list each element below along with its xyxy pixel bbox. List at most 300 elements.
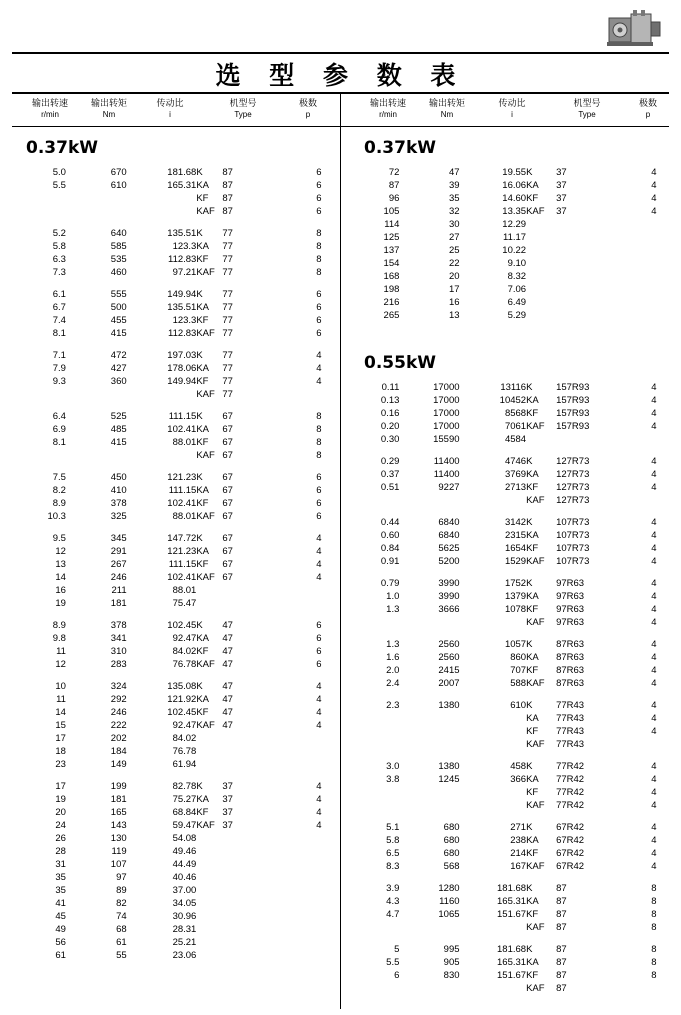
cell-output-torque: 68 bbox=[116, 924, 127, 935]
cell-output-torque: 211 bbox=[111, 585, 127, 596]
cell-ratio: 112.83 bbox=[167, 328, 197, 339]
cell-output-torque: 13 bbox=[448, 310, 460, 321]
cell-poles: 8 bbox=[651, 909, 657, 920]
cell-model-type: KAF 107R73 bbox=[526, 556, 590, 567]
cell-model-type: KAF 37 bbox=[526, 206, 567, 217]
cell-poles bbox=[638, 309, 670, 322]
cell-output-torque: 415 bbox=[110, 328, 127, 339]
table-row bbox=[12, 871, 338, 884]
cell-output-torque: 27 bbox=[448, 232, 460, 243]
cell-output-speed: 96 bbox=[388, 193, 400, 204]
group-spacer bbox=[350, 690, 670, 699]
right-table-column bbox=[350, 132, 670, 1004]
cell-output-torque: 610 bbox=[110, 180, 127, 191]
cell-output-torque: 1280 bbox=[438, 883, 460, 894]
cell-output-speed bbox=[350, 921, 399, 934]
cell-output-speed: 7.3 bbox=[52, 267, 66, 278]
table-row bbox=[12, 632, 338, 645]
cell-ratio: 4746 bbox=[504, 456, 527, 467]
cell-output-speed bbox=[350, 738, 399, 751]
cell-output-torque: 5625 bbox=[438, 543, 460, 554]
cell-model-type: KAF 87 bbox=[196, 206, 233, 217]
cell-ratio: 238 bbox=[510, 835, 527, 846]
table-row bbox=[350, 956, 670, 969]
cell-poles: 4 bbox=[651, 835, 657, 846]
cell-ratio: 165.31 bbox=[497, 896, 527, 907]
cell-output-torque: 283 bbox=[110, 659, 127, 670]
cell-output-torque: 680 bbox=[443, 848, 460, 859]
cell-output-speed: 125 bbox=[383, 232, 400, 243]
cell-output-torque: 17000 bbox=[433, 382, 460, 393]
cell-model-type: K 127R73 bbox=[526, 456, 590, 467]
table-row bbox=[12, 388, 338, 401]
cell-output-torque: 184 bbox=[110, 746, 127, 757]
cell-output-speed: 1.3 bbox=[386, 604, 400, 615]
cell-output-torque: 2560 bbox=[438, 639, 460, 650]
cell-ratio: 588 bbox=[510, 678, 527, 689]
table-row bbox=[12, 719, 338, 732]
cell-output-speed: 5.0 bbox=[52, 167, 66, 178]
cell-model-type: KF 67 bbox=[196, 498, 233, 509]
cell-ratio: 111.15 bbox=[168, 559, 197, 570]
spec-table-group bbox=[12, 166, 338, 218]
cell-poles: 4 bbox=[316, 546, 322, 557]
table-row bbox=[12, 658, 338, 671]
table-row bbox=[12, 288, 338, 301]
table-row bbox=[350, 760, 670, 773]
cell-ratio: 165.31 bbox=[497, 957, 527, 968]
cell-output-speed bbox=[350, 494, 399, 507]
cell-model-type: KA 37 bbox=[526, 180, 567, 191]
cell-model-type: KAF 47 bbox=[196, 659, 233, 670]
cell-output-torque: 1160 bbox=[439, 896, 460, 907]
cell-poles: 6 bbox=[316, 646, 322, 657]
cell-model-type: K 67 bbox=[196, 472, 233, 483]
cell-model-type bbox=[526, 309, 638, 322]
cell-output-speed: 0.84 bbox=[380, 543, 400, 554]
cell-ratio bbox=[127, 192, 197, 205]
cell-poles: 4 bbox=[651, 713, 657, 724]
cell-model-type: K 77R42 bbox=[526, 761, 585, 772]
cell-model-type: KAF 87 bbox=[526, 983, 567, 994]
cell-output-speed: 12 bbox=[55, 546, 66, 557]
group-spacer bbox=[350, 812, 670, 821]
cell-model-type bbox=[196, 732, 299, 745]
cell-poles: 4 bbox=[316, 681, 322, 692]
cell-poles: 4 bbox=[316, 707, 322, 718]
cell-poles: 4 bbox=[651, 726, 657, 737]
cell-ratio: 1654 bbox=[504, 543, 527, 554]
cell-ratio: 112.83 bbox=[167, 254, 197, 265]
cell-ratio: 121.23 bbox=[167, 472, 197, 483]
cell-output-torque: 11400 bbox=[433, 469, 460, 480]
cell-output-speed: 11 bbox=[56, 646, 66, 657]
cell-ratio: 37.00 bbox=[172, 885, 197, 896]
cell-output-torque: 427 bbox=[110, 363, 127, 374]
cell-ratio: 7061 bbox=[504, 421, 527, 432]
cell-output-torque: 680 bbox=[443, 822, 460, 833]
cell-output-speed: 6 bbox=[394, 970, 400, 981]
table-row bbox=[12, 362, 338, 375]
header-right-ratio: 传动比 i bbox=[498, 98, 526, 119]
table-row bbox=[12, 545, 338, 558]
cell-model-type: K 87 bbox=[526, 883, 567, 894]
table-row bbox=[350, 834, 670, 847]
cell-output-torque: 3666 bbox=[438, 604, 460, 615]
cell-output-torque: 22 bbox=[448, 258, 460, 269]
cell-model-type: K 47 bbox=[196, 620, 233, 631]
cell-model-type: K 87R63 bbox=[526, 639, 585, 650]
cell-poles: 4 bbox=[651, 848, 657, 859]
cell-ratio: 19.55 bbox=[502, 167, 527, 178]
cell-ratio: 82.78 bbox=[172, 781, 197, 792]
cell-output-speed bbox=[12, 192, 66, 205]
table-row bbox=[12, 732, 338, 745]
cell-model-type: KAF 87R63 bbox=[526, 678, 585, 689]
cell-ratio bbox=[127, 388, 197, 401]
cell-output-torque bbox=[399, 799, 459, 812]
cell-output-torque: 1380 bbox=[438, 700, 460, 711]
cell-output-speed: 10 bbox=[55, 681, 66, 692]
cell-output-torque: 830 bbox=[443, 970, 460, 981]
cell-ratio: 149.94 bbox=[167, 376, 197, 387]
cell-poles: 8 bbox=[316, 228, 322, 239]
cell-ratio: 1529 bbox=[504, 556, 527, 567]
cell-poles: 6 bbox=[316, 289, 322, 300]
group-spacer bbox=[350, 322, 670, 331]
cell-model-type: K 77R43 bbox=[526, 700, 585, 711]
cell-output-torque: 11400 bbox=[433, 456, 460, 467]
group-spacer bbox=[350, 934, 670, 943]
cell-output-speed bbox=[350, 786, 399, 799]
cell-model-type: KAF 77R43 bbox=[526, 739, 585, 750]
table-row bbox=[12, 349, 338, 362]
table-row bbox=[12, 706, 338, 719]
cell-output-torque: 568 bbox=[443, 861, 460, 872]
cell-output-speed bbox=[12, 205, 66, 218]
cell-ratio bbox=[460, 786, 527, 799]
cell-model-type: KAF 67 bbox=[196, 450, 233, 461]
spec-table-group bbox=[350, 516, 670, 568]
cell-ratio: 111.15 bbox=[168, 485, 197, 496]
cell-output-torque: 202 bbox=[110, 733, 127, 744]
cell-model-type: KF 87R63 bbox=[526, 665, 585, 676]
cell-ratio: 12.29 bbox=[502, 219, 527, 230]
cell-poles: 4 bbox=[316, 820, 322, 831]
cell-output-torque: 55 bbox=[116, 950, 127, 961]
cell-ratio: 102.41 bbox=[167, 498, 197, 509]
cell-output-speed: 13 bbox=[55, 559, 66, 570]
page-title: 选 型 参 数 表 bbox=[215, 61, 466, 90]
spec-table-group bbox=[12, 349, 338, 401]
cell-model-type bbox=[196, 910, 299, 923]
cell-poles: 4 bbox=[316, 559, 322, 570]
cell-poles: 4 bbox=[651, 639, 657, 650]
cell-poles bbox=[300, 584, 338, 597]
cell-poles bbox=[638, 283, 670, 296]
cell-ratio: 3769 bbox=[504, 469, 527, 480]
cell-ratio: 102.41 bbox=[167, 424, 197, 435]
cell-output-torque: 6840 bbox=[438, 517, 460, 528]
cell-ratio: 13.35 bbox=[502, 206, 527, 217]
cell-model-type: KF 87 bbox=[526, 970, 567, 981]
cell-model-type: KAF 77 bbox=[196, 267, 233, 278]
cell-output-speed: 5.5 bbox=[386, 957, 400, 968]
cell-model-type: KA 87 bbox=[526, 896, 567, 907]
cell-output-speed: 6.1 bbox=[52, 289, 66, 300]
cell-output-speed: 0.79 bbox=[380, 578, 400, 589]
cell-ratio: 40.46 bbox=[172, 872, 197, 883]
cell-poles: 4 bbox=[651, 180, 657, 191]
cell-model-type: KA 47 bbox=[196, 633, 233, 644]
cell-model-type bbox=[196, 832, 299, 845]
cell-output-torque: 450 bbox=[110, 472, 127, 483]
cell-ratio: 88.01 bbox=[172, 437, 197, 448]
cell-model-type: KF 67 bbox=[196, 437, 233, 448]
cell-model-type: KA 87R63 bbox=[526, 652, 585, 663]
cell-model-type: KF 107R73 bbox=[526, 543, 590, 554]
spec-table-group bbox=[12, 410, 338, 462]
cell-ratio: 151.67 bbox=[497, 909, 527, 920]
cell-ratio: 88.01 bbox=[172, 511, 197, 522]
cell-model-type bbox=[196, 949, 299, 962]
table-row bbox=[12, 645, 338, 658]
table-row bbox=[350, 516, 670, 529]
cell-poles bbox=[300, 597, 338, 610]
table-row bbox=[350, 603, 670, 616]
cell-model-type bbox=[526, 433, 638, 446]
cell-output-speed: 4.7 bbox=[386, 909, 400, 920]
cell-output-speed: 9.8 bbox=[52, 633, 66, 644]
cell-poles bbox=[300, 745, 338, 758]
cell-output-speed: 15 bbox=[55, 720, 66, 731]
cell-output-speed: 0.91 bbox=[380, 556, 400, 567]
table-row bbox=[350, 257, 670, 270]
cell-model-type bbox=[526, 283, 638, 296]
cell-poles bbox=[638, 433, 670, 446]
cell-ratio: 707 bbox=[510, 665, 527, 676]
cell-ratio: 1057 bbox=[504, 639, 527, 650]
table-row bbox=[350, 494, 670, 507]
cell-output-speed: 19 bbox=[55, 598, 66, 609]
table-row bbox=[350, 908, 670, 921]
cell-output-torque: 3990 bbox=[438, 578, 460, 589]
table-row bbox=[350, 407, 670, 420]
cell-output-speed: 0.44 bbox=[380, 517, 400, 528]
cell-ratio bbox=[460, 799, 527, 812]
cell-model-type bbox=[526, 231, 638, 244]
spec-table-group bbox=[350, 760, 670, 812]
cell-model-type: KA 87 bbox=[196, 180, 233, 191]
cell-model-type bbox=[196, 923, 299, 936]
cell-output-torque: 324 bbox=[110, 681, 127, 692]
cell-poles bbox=[300, 910, 338, 923]
cell-ratio: 102.45 bbox=[167, 707, 197, 718]
cell-ratio: 10.22 bbox=[502, 245, 527, 256]
group-spacer bbox=[350, 568, 670, 577]
cell-output-torque: 32 bbox=[448, 206, 460, 217]
cell-poles: 6 bbox=[316, 498, 322, 509]
cell-poles: 4 bbox=[316, 350, 322, 361]
cell-output-speed: 2.3 bbox=[386, 700, 400, 711]
cell-ratio bbox=[460, 616, 527, 629]
table-row bbox=[12, 410, 338, 423]
cell-output-torque: 181 bbox=[110, 598, 127, 609]
cell-poles: 6 bbox=[316, 193, 322, 204]
cell-model-type: KF 37 bbox=[526, 193, 567, 204]
cell-output-speed: 0.13 bbox=[380, 395, 400, 406]
group-spacer bbox=[12, 340, 338, 349]
cell-model-type: KA 67 bbox=[196, 485, 233, 496]
cell-output-torque: 6840 bbox=[438, 530, 460, 541]
cell-output-speed: 56 bbox=[55, 937, 66, 948]
table-row bbox=[350, 651, 670, 664]
cell-output-torque: 310 bbox=[110, 646, 127, 657]
cell-output-torque: 5200 bbox=[438, 556, 460, 567]
spec-table-group bbox=[350, 638, 670, 690]
cell-poles: 4 bbox=[651, 761, 657, 772]
table-row bbox=[350, 270, 670, 283]
spec-table-group bbox=[12, 619, 338, 671]
cell-ratio: 59.47 bbox=[172, 820, 197, 831]
cell-output-speed bbox=[350, 799, 399, 812]
cell-poles: 8 bbox=[316, 450, 322, 461]
cell-output-torque: 525 bbox=[110, 411, 127, 422]
left-table-column bbox=[12, 132, 338, 971]
cell-output-torque: 500 bbox=[110, 302, 127, 313]
cell-output-speed: 24 bbox=[55, 820, 66, 831]
table-row bbox=[350, 725, 670, 738]
cell-output-speed: 0.51 bbox=[380, 482, 400, 493]
cell-output-torque bbox=[399, 616, 459, 629]
table-row bbox=[12, 680, 338, 693]
cell-output-speed: 14 bbox=[55, 707, 66, 718]
cell-ratio: 30.96 bbox=[172, 911, 197, 922]
cell-model-type bbox=[526, 257, 638, 270]
cell-poles: 4 bbox=[316, 376, 322, 387]
cell-model-type: KA 107R73 bbox=[526, 530, 590, 541]
cell-ratio: 102.45 bbox=[167, 620, 197, 631]
cell-output-speed bbox=[350, 616, 399, 629]
cell-ratio: 860 bbox=[510, 652, 527, 663]
cell-model-type: KF 47 bbox=[196, 707, 233, 718]
cell-poles: 6 bbox=[316, 620, 322, 631]
cell-model-type: KA 67 bbox=[196, 424, 233, 435]
spec-table-group bbox=[350, 821, 670, 873]
cell-poles: 4 bbox=[651, 167, 657, 178]
spec-table-group bbox=[350, 166, 670, 322]
cell-ratio: 10452 bbox=[499, 395, 527, 406]
cell-model-type bbox=[196, 758, 299, 771]
cell-poles: 4 bbox=[651, 800, 657, 811]
cell-model-type: KAF 87 bbox=[526, 922, 567, 933]
cell-ratio: 34.05 bbox=[172, 898, 197, 909]
cell-output-speed: 41 bbox=[55, 898, 66, 909]
table-row bbox=[350, 555, 670, 568]
table-row bbox=[12, 819, 338, 832]
cell-poles bbox=[300, 884, 338, 897]
cell-ratio: 181.68 bbox=[497, 883, 527, 894]
cell-poles bbox=[638, 738, 670, 751]
table-row bbox=[12, 858, 338, 871]
cell-poles: 4 bbox=[651, 530, 657, 541]
cell-output-speed: 216 bbox=[383, 297, 400, 308]
cell-output-torque: 222 bbox=[110, 720, 127, 731]
table-row bbox=[350, 638, 670, 651]
table-row bbox=[350, 205, 670, 218]
cell-model-type: KAF 67R42 bbox=[526, 861, 585, 872]
cell-model-type: K 77 bbox=[196, 289, 233, 300]
table-row bbox=[350, 296, 670, 309]
table-row bbox=[12, 205, 338, 218]
cell-model-type: KA 77 bbox=[196, 241, 233, 252]
cell-poles: 6 bbox=[316, 659, 322, 670]
table-row bbox=[12, 949, 338, 962]
table-row bbox=[350, 882, 670, 895]
cell-ratio: 7.06 bbox=[507, 284, 527, 295]
cell-output-speed: 2.4 bbox=[386, 678, 400, 689]
cell-poles bbox=[638, 296, 670, 309]
cell-output-torque: 325 bbox=[110, 511, 127, 522]
spec-table-group bbox=[12, 288, 338, 340]
cell-output-torque: 97 bbox=[116, 872, 127, 883]
spec-table-group bbox=[12, 532, 338, 610]
cell-output-torque: 472 bbox=[110, 350, 127, 361]
cell-output-speed: 35 bbox=[55, 885, 66, 896]
cell-ratio bbox=[127, 205, 197, 218]
cell-poles: 4 bbox=[651, 469, 657, 480]
table-row bbox=[12, 832, 338, 845]
table-row bbox=[12, 845, 338, 858]
cell-poles bbox=[638, 982, 670, 995]
cell-model-type: KAF 77R42 bbox=[526, 800, 585, 811]
cell-poles bbox=[300, 388, 338, 401]
group-spacer bbox=[12, 671, 338, 680]
cell-output-speed: 0.30 bbox=[380, 434, 400, 445]
table-row bbox=[12, 423, 338, 436]
cell-output-torque: 345 bbox=[110, 533, 127, 544]
cell-output-speed: 0.60 bbox=[380, 530, 400, 541]
cell-poles: 4 bbox=[651, 543, 657, 554]
cell-ratio: 366 bbox=[510, 774, 527, 785]
cell-output-speed: 49 bbox=[55, 924, 66, 935]
table-row bbox=[12, 923, 338, 936]
cell-poles: 4 bbox=[651, 604, 657, 615]
cell-output-speed: 3.8 bbox=[386, 774, 400, 785]
cell-output-torque: 199 bbox=[110, 781, 127, 792]
cell-model-type: KF 97R63 bbox=[526, 604, 585, 615]
cell-poles: 6 bbox=[316, 511, 322, 522]
cell-poles: 4 bbox=[651, 787, 657, 798]
cell-poles bbox=[300, 871, 338, 884]
cell-output-torque bbox=[399, 786, 459, 799]
table-row bbox=[12, 619, 338, 632]
group-spacer bbox=[350, 446, 670, 455]
cell-output-speed: 8.2 bbox=[52, 485, 66, 496]
cell-model-type: KF 77R43 bbox=[526, 726, 585, 737]
cell-ratio: 76.78 bbox=[172, 746, 197, 757]
table-row bbox=[12, 897, 338, 910]
cell-poles: 6 bbox=[316, 328, 322, 339]
cell-model-type: KA 77 bbox=[196, 363, 233, 374]
cell-output-torque: 535 bbox=[110, 254, 127, 265]
cell-output-speed: 0.20 bbox=[380, 421, 400, 432]
cell-output-torque: 35 bbox=[448, 193, 460, 204]
cell-poles bbox=[300, 936, 338, 949]
cell-output-speed: 5.8 bbox=[52, 241, 66, 252]
cell-model-type bbox=[196, 745, 299, 758]
cell-output-torque: 1245 bbox=[438, 774, 460, 785]
